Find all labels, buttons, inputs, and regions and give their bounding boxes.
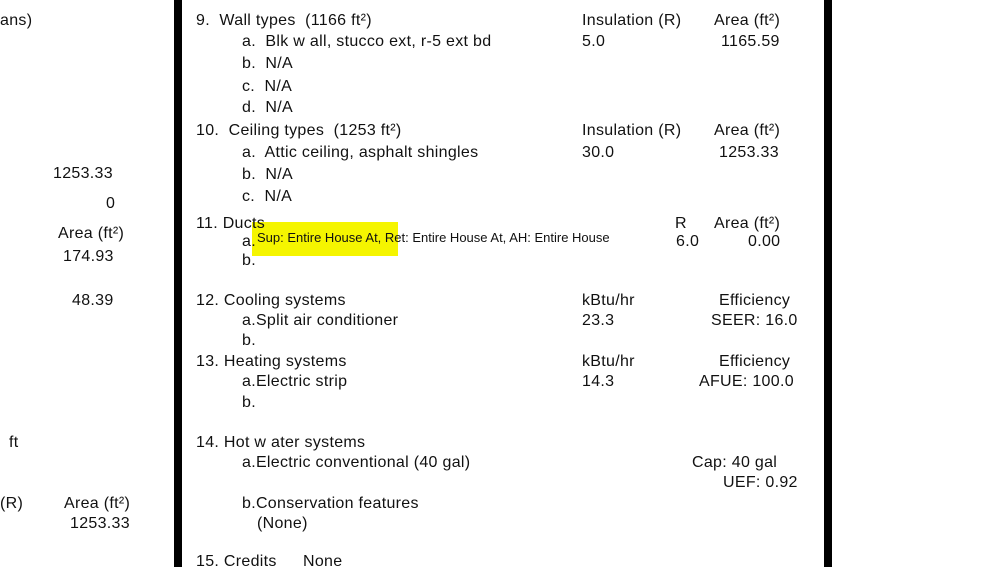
cooling-item-a-kbtu: 23.3 [582, 312, 615, 329]
cooling-item-a-efficiency: SEER: 16.0 [711, 312, 798, 329]
ceiling-insulation-header: Insulation (R) [582, 122, 682, 139]
ducts-title: 11. Ducts [196, 215, 266, 232]
ducts-item-a-area: 0.00 [748, 233, 781, 250]
left-fragment-ft: ft [9, 434, 19, 451]
conservation-features-label: b.Conservation features [242, 495, 419, 512]
cooling-kbtu-header: kBtu/hr [582, 292, 635, 309]
cooling-item-b: b. [242, 332, 256, 349]
ducts-item-a-description: Sup: Entire House At, Ret: Entire House At, AH: Entire House [257, 230, 610, 245]
ceiling-item-c: c. N/A [242, 188, 293, 205]
ducts-item-a-label: a. [242, 233, 256, 250]
heating-item-a-kbtu: 14.3 [582, 373, 615, 390]
left-area-header: Area (ft²) [58, 225, 125, 242]
conservation-features-value: (None) [257, 515, 308, 532]
wall-item-d: d. N/A [242, 99, 294, 116]
left-value-1253-b: 1253.33 [70, 515, 130, 532]
credits-value: None [303, 553, 343, 570]
left-value-zero: 0 [106, 195, 116, 212]
left-value-174: 174.93 [63, 248, 114, 265]
wall-item-a-area: 1165.59 [721, 33, 780, 50]
wall-item-a: a. Blk w all, stucco ext, r-5 ext bd [242, 33, 492, 50]
cooling-title: 12. Cooling systems [196, 292, 346, 309]
left-fragment-r: (R) [0, 495, 24, 512]
hot-water-uef: UEF: 0.92 [723, 474, 798, 491]
cooling-item-a: a.Split air conditioner [242, 312, 399, 329]
heating-item-a-efficiency: AFUE: 100.0 [699, 373, 794, 390]
left-value-48: 48.39 [72, 292, 114, 309]
cooling-efficiency-header: Efficiency [719, 292, 791, 309]
heating-efficiency-header: Efficiency [719, 353, 791, 370]
wall-item-c: c. N/A [242, 78, 293, 95]
ceiling-item-a-insulation: 30.0 [582, 144, 615, 161]
ducts-item-a-r: 6.0 [676, 233, 700, 250]
ceiling-item-b: b. N/A [242, 166, 294, 183]
ceiling-types-title: 10. Ceiling types (1253 ft²) [196, 122, 402, 139]
wall-item-a-insulation: 5.0 [582, 33, 606, 50]
credits-title: 15. Credits [196, 553, 277, 570]
left-area-header-2: Area (ft²) [64, 495, 131, 512]
wall-insulation-header: Insulation (R) [582, 12, 682, 29]
left-value-ceiling-area: 1253.33 [53, 165, 113, 182]
wall-types-title: 9. Wall types (1166 ft²) [196, 12, 372, 29]
heating-item-a: a.Electric strip [242, 373, 348, 390]
ceiling-item-a-area: 1253.33 [719, 144, 779, 161]
ducts-item-b: b. [242, 252, 256, 269]
ceiling-area-header: Area (ft²) [714, 122, 781, 139]
ceiling-item-a: a. Attic ceiling, asphalt shingles [242, 144, 479, 161]
hot-water-capacity: Cap: 40 gal [692, 454, 778, 471]
hot-water-item-a: a.Electric conventional (40 gal) [242, 454, 471, 471]
hot-water-title: 14. Hot w ater systems [196, 434, 366, 451]
right-border-bar [824, 0, 832, 567]
left-fragment-ans: ans) [0, 12, 33, 29]
heating-kbtu-header: kBtu/hr [582, 353, 635, 370]
ducts-area-header: Area (ft²) [714, 215, 781, 232]
wall-area-header: Area (ft²) [714, 12, 781, 29]
ducts-r-header: R [675, 215, 687, 232]
heating-title: 13. Heating systems [196, 353, 347, 370]
heating-item-b: b. [242, 394, 256, 411]
left-border-bar [174, 0, 182, 567]
wall-item-b: b. N/A [242, 55, 294, 72]
